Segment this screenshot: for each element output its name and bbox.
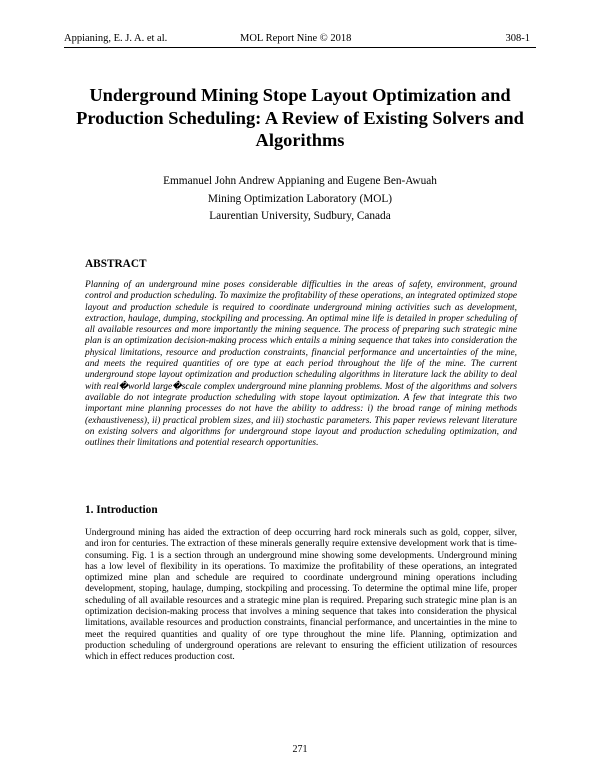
running-header-page-code: 308-1 (505, 33, 530, 44)
header-rule (64, 47, 536, 48)
author-block (60, 173, 540, 226)
section-heading-introduction: 1. Introduction (85, 504, 158, 516)
page-number: 271 (292, 744, 308, 755)
paper-title: Underground Mining Stope Layout Optimization and Production Scheduling: A Review of Existing Solvers and Algorithms (76, 85, 524, 150)
running-header-report: MOL Report Nine © 2018 (240, 33, 352, 44)
running-header-authors: Appianing, E. J. A. et al. (64, 33, 168, 44)
abstract-text: Planning of an underground mine poses considerable difficulties in the areas of safety, environment, ground control and production scheduling. To maximize the profitability of these operations, an integrated optimized stope layout and production schedule is required to coordinate underground mining activities such as development, extraction, haulage, dumping, stockpiling and processing. An optimal mine life is detailed in proper scheduling of all available resources and more importantly the mining sequence. The process of preparing such strategic mine plan is an optimization decision-making process which entails a mining sequence that takes into consideration the physical limitations, resource and production constraints, financial performance and uncertainties of the mine, and meets the required quantities of ore type at each period throughout the life of the mine. The current underground stope layout optimization and production scheduling algorithms in literature lack the ability to deal with real�world large�scale complex underground mine planning problems. Most of the algorithms and solvers available do not integrate production scheduling with stope layout optimization. A few that integrate this two important mine planning processes do not have the ability to address: i) the broad range of mining methods (exhaustiveness), ii) practical problem sizes, and iii) stochastic parameters. This paper reviews relevant literature on existing solvers and algorithms for underground stope layout and production scheduling optimization, and outlines their limitations and potential research opportunities. (85, 280, 517, 449)
author-lab: Mining Optimization Laboratory (MOL) (207, 192, 393, 205)
author-university: Laurentian University, Sudbury, Canada (209, 210, 391, 222)
introduction-text: Underground mining has aided the extraction of deep occurring hard rock minerals such as gold, copper, silver, and iron for centuries. The extraction of these minerals generally require extensive development work that is time-consuming. Fig. 1 is a section through an underground mine showing some developments. Underground mining has a low level of flexibility in its operations. To maximize the profitability of these operations, an integrated optimized mine plan and schedule are required to coordinate underground mining operations including development, stoping, haulage, dumping, stockpiling and processing. To determine the optimal mine life, proper scheduling of all available resources and a strategic mine plan is required. Preparing such strategic mine plan is an optimization decision-making process that involves a mining sequence that takes into consideration the physical limitations, available resources and production constraints, financial performance, and uncertainties in the mine to meet the required quantities and quality of ore type throughout the mine life. Planning, optimization and production scheduling of underground operations are relevant to ensuring the efficient utilization of resources which in effect reduces production cost. (85, 528, 517, 663)
abstract-heading: ABSTRACT (85, 258, 147, 270)
author-names: Emmanuel John Andrew Appianing and Eugene Ben-Awuah (163, 175, 437, 187)
